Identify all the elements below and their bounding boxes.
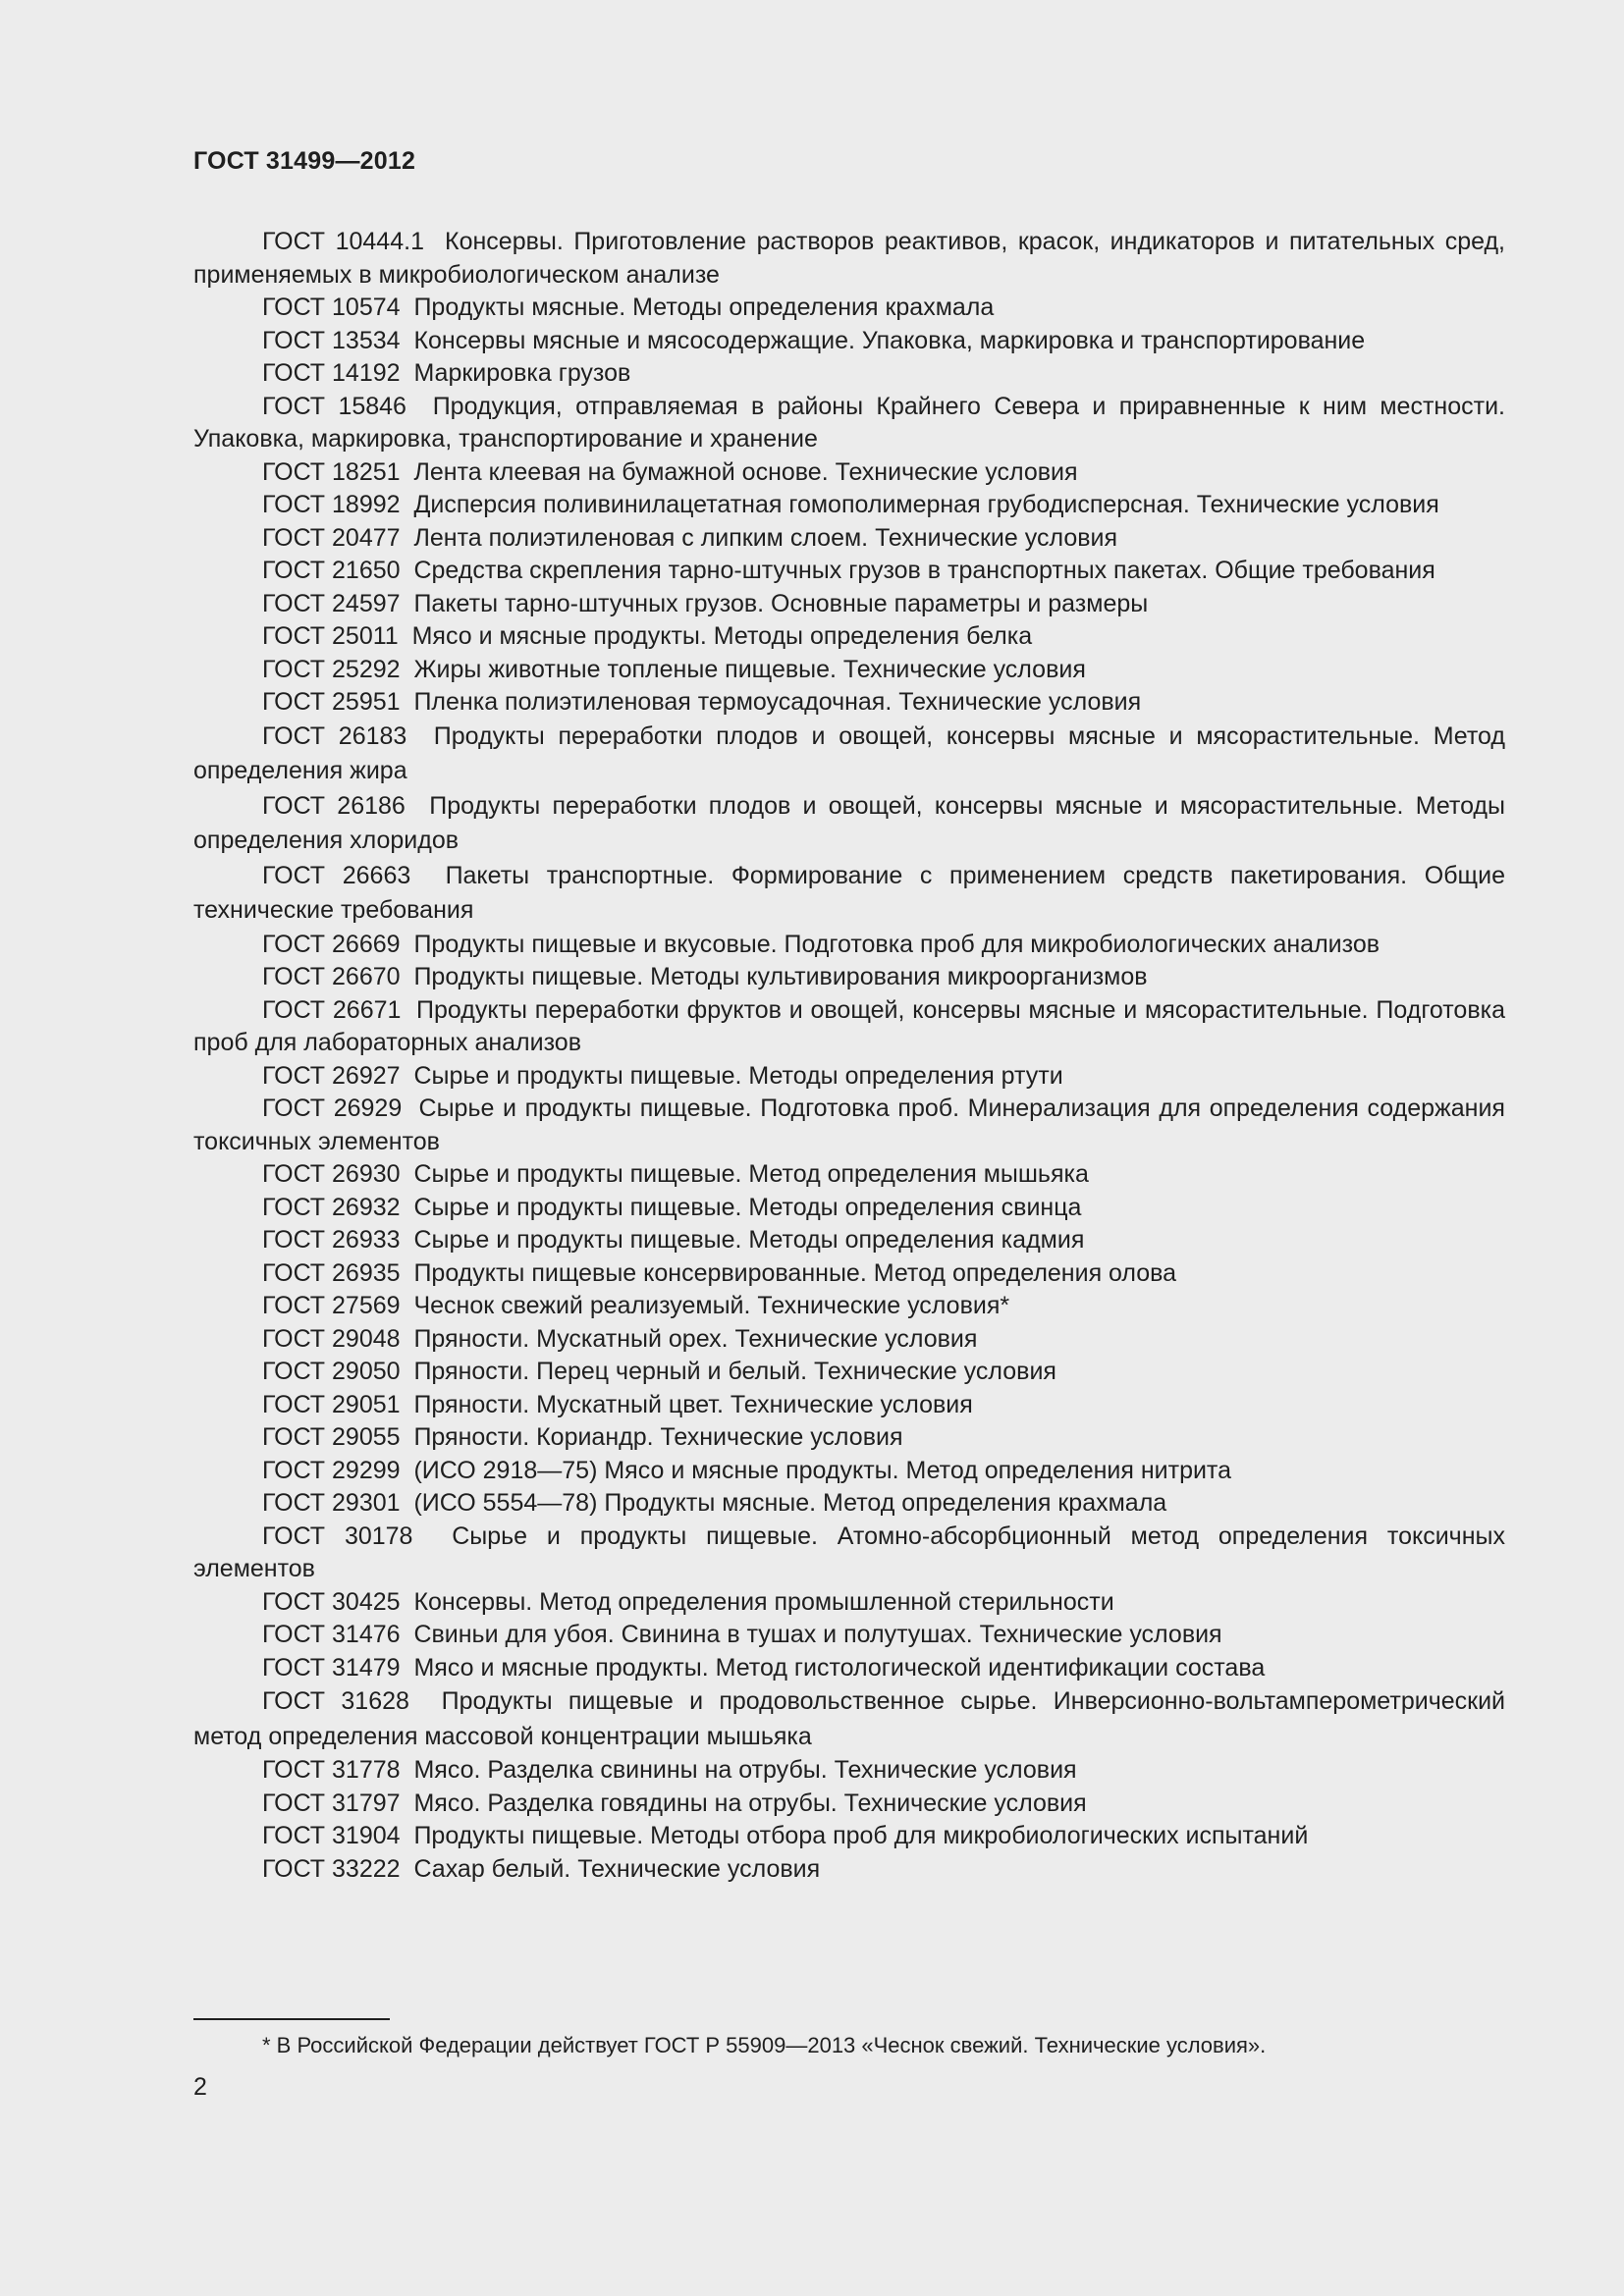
reference-title: Пленка полиэтиленовая термоусадочная. Технические условия [413, 688, 1142, 716]
footnote-divider [193, 2018, 390, 2020]
reference-title: Мясо. Разделка говядины на отрубы. Технические условия [413, 1789, 1087, 1817]
reference-code: ГОСТ 31904 [262, 1822, 401, 1849]
reference-code: ГОСТ 30425 [262, 1587, 401, 1616]
reference-entry [193, 620, 1505, 654]
reference-title: Пакеты тарно-штучных грузов. Основные параметры и размеры [413, 589, 1149, 617]
reference-title: Сырье и продукты пищевые. Методы определения ртути [413, 1061, 1063, 1090]
reference-title: Продукты переработки плодов и овощей, консервы мясные и мясорастительные. Методы определения хлоридов [193, 791, 1505, 854]
reference-code: ГОСТ 25011 [262, 622, 399, 650]
reference-entry [193, 720, 1505, 789]
reference-entry [193, 1487, 1505, 1521]
reference-title: Маркировка грузов [413, 359, 631, 387]
reference-code: ГОСТ 18251 [262, 457, 401, 486]
reference-entry [193, 1684, 1505, 1754]
reference-code: ГОСТ 31778 [262, 1756, 401, 1784]
reference-title: Продукты пищевые. Методы культивирования микроорганизмов [413, 963, 1148, 990]
reference-entry [193, 357, 1505, 391]
reference-entry [193, 994, 1505, 1060]
reference-title: Продукты пищевые консервированные. Метод определения олова [413, 1258, 1177, 1287]
reference-title: Консервы мясные и мясосодержащие. Упаковка, маркировка и транспортирование [413, 326, 1366, 354]
reference-title: Мясо. Разделка свинины на отрубы. Технические условия [413, 1756, 1077, 1784]
reference-entry [193, 686, 1505, 720]
reference-title: Сырье и продукты пищевые. Метод определения мышьяка [413, 1160, 1089, 1188]
reference-code: ГОСТ 26670 [262, 963, 401, 990]
reference-entry [193, 1192, 1505, 1225]
reference-entry [193, 1820, 1505, 1853]
reference-title: Продукты переработки фруктов и овощей, консервы мясные и мясорастительные. Подготовка проб для лабораторных анализов [193, 995, 1505, 1056]
reference-title: Свиньи для убоя. Свинина в тушах и полутушах. Технические условия [413, 1621, 1222, 1648]
reference-title: Пряности. Мускатный цвет. Технические условия [413, 1390, 973, 1418]
reference-title: Лента полиэтиленовая с липким слоем. Технические условия [413, 523, 1118, 552]
reference-code: ГОСТ 26663 [262, 861, 411, 889]
reference-title: Продукты переработки плодов и овощей, консервы мясные и мясорастительные. Метод определения жира [193, 721, 1505, 784]
reference-title: Продукты пищевые и вкусовые. Подготовка проб для микробиологических анализов [413, 930, 1380, 958]
reference-entry [193, 1421, 1505, 1455]
reference-title: Лента клеевая на бумажной основе. Технические условия [413, 457, 1078, 486]
reference-title: Жиры животные топленые пищевые. Технические условия [413, 655, 1086, 683]
reference-code: ГОСТ 29050 [262, 1358, 401, 1385]
footnote: * В Российской Федерации действует ГОСТ Р 55909—2013 «Чеснок свежий. Технические условия». [262, 2033, 1267, 2057]
reference-title: Консервы. Приготовление растворов реактивов, красок, индикаторов и питательных сред, применяемых в микробиологическом анализе [193, 228, 1505, 289]
reference-code: ГОСТ 33222 [262, 1854, 401, 1883]
reference-entry [193, 588, 1505, 621]
reference-code: ГОСТ 26183 [262, 721, 407, 750]
reference-code: ГОСТ 14192 [262, 359, 401, 387]
reference-code: ГОСТ 13534 [262, 326, 401, 354]
reference-title: Дисперсия поливинилацетатная гомополимерная грубодисперсная. Технические условия [413, 491, 1439, 518]
reference-code: ГОСТ 10574 [262, 294, 401, 321]
reference-title: Сырье и продукты пищевые. Подготовка проб. Минерализация для определения содержания токсичных элементов [193, 1095, 1505, 1155]
reference-entry [193, 859, 1505, 929]
reference-code: ГОСТ 21650 [262, 557, 401, 584]
reference-code: ГОСТ 26933 [262, 1226, 401, 1254]
reference-code: ГОСТ 31476 [262, 1621, 401, 1648]
reference-code: ГОСТ 29048 [262, 1324, 401, 1353]
reference-code: ГОСТ 25951 [262, 688, 401, 716]
reference-code: ГОСТ 31479 [262, 1653, 401, 1682]
reference-title: Мясо и мясные продукты. Метод гистологической идентификации состава [413, 1653, 1266, 1682]
reference-entry [193, 1224, 1505, 1257]
reference-title: Продукты пищевые и продовольственное сырье. Инверсионно-вольтамперометрический метод определения массовой концентрации мышьяка [193, 1687, 1505, 1750]
reference-entry [193, 1586, 1505, 1620]
reference-entry [193, 391, 1505, 456]
reference-title: Продукты мясные. Методы определения крахмала [413, 294, 995, 321]
reference-entry [193, 1158, 1505, 1192]
page-number: 2 [193, 2073, 207, 2101]
reference-title: Средства скрепления тарно-штучных грузов в транспортных пакетах. Общие требования [413, 557, 1435, 584]
reference-code: ГОСТ 10444.1 [262, 228, 424, 255]
reference-code: ГОСТ 30178 [262, 1522, 413, 1550]
reference-entry [193, 1093, 1505, 1158]
reference-entry [193, 1521, 1505, 1586]
reference-code: ГОСТ 18992 [262, 491, 401, 518]
reference-entry [193, 522, 1505, 556]
reference-code: ГОСТ 25292 [262, 655, 401, 683]
reference-code: ГОСТ 26929 [262, 1095, 403, 1122]
reference-title: (ИСО 2918—75) Мясо и мясные продукты. Метод определения нитрита [413, 1456, 1232, 1484]
reference-entry [193, 1290, 1505, 1323]
reference-entry [193, 489, 1505, 522]
reference-title: Пакеты транспортные. Формирование с применением средств пакетирования. Общие технические требования [193, 861, 1505, 924]
reference-title: Пряности. Кориандр. Технические условия [413, 1423, 903, 1451]
reference-title: Сырье и продукты пищевые. Атомно-абсорбционный метод определения токсичных элементов [193, 1522, 1505, 1582]
reference-entry [193, 654, 1505, 687]
reference-code: ГОСТ 15846 [262, 392, 406, 420]
reference-entry [193, 1060, 1505, 1094]
reference-entry [193, 1455, 1505, 1488]
reference-code: ГОСТ 29299 [262, 1456, 401, 1484]
reference-code: ГОСТ 26671 [262, 995, 402, 1024]
reference-entry [193, 1356, 1505, 1389]
reference-code: ГОСТ 29051 [262, 1390, 401, 1418]
document-header: ГОСТ 31499—2012 [193, 147, 416, 175]
reference-entry [193, 456, 1505, 490]
reference-title: Продукты пищевые. Методы отбора проб для микробиологических испытаний [413, 1822, 1309, 1849]
reference-entry [193, 292, 1505, 325]
reference-code: ГОСТ 31628 [262, 1687, 409, 1715]
reference-code: ГОСТ 24597 [262, 589, 401, 617]
reference-title: (ИСО 5554—78) Продукты мясные. Метод определения крахмала [413, 1489, 1167, 1517]
reference-title: Пряности. Перец черный и белый. Технические условия [413, 1358, 1056, 1385]
reference-entry [193, 789, 1505, 859]
reference-title: Продукция, отправляемая в районы Крайнего Севера и приравненные к ним местности. Упаковка, маркировка, транспортирование и хранение [193, 392, 1505, 453]
reference-entry [193, 1619, 1505, 1652]
normative-references-list [193, 226, 1505, 1886]
reference-entry [193, 1257, 1505, 1291]
reference-entry [193, 1389, 1505, 1422]
reference-entry [193, 929, 1505, 962]
reference-entry [193, 555, 1505, 588]
reference-title: Сырье и продукты пищевые. Методы определения свинца [413, 1193, 1082, 1221]
reference-title: Консервы. Метод определения промышленной стерильности [413, 1587, 1114, 1616]
reference-entry [193, 1652, 1505, 1685]
reference-entry [193, 1323, 1505, 1357]
reference-entry [193, 1754, 1505, 1788]
reference-code: ГОСТ 31797 [262, 1789, 401, 1817]
reference-title: Пряности. Мускатный орех. Технические условия [413, 1324, 978, 1353]
reference-code: ГОСТ 26927 [262, 1061, 401, 1090]
reference-entry [193, 961, 1505, 994]
reference-code: ГОСТ 26930 [262, 1160, 401, 1188]
reference-entry [193, 226, 1505, 292]
reference-entry [193, 325, 1505, 358]
reference-title: Чеснок свежий реализуемый. Технические условия* [413, 1292, 1010, 1319]
reference-code: ГОСТ 26932 [262, 1193, 401, 1221]
reference-code: ГОСТ 29301 [262, 1489, 401, 1517]
reference-code: ГОСТ 26935 [262, 1258, 401, 1287]
reference-title: Сырье и продукты пищевые. Методы определения кадмия [413, 1226, 1085, 1254]
reference-title: Сахар белый. Технические условия [413, 1854, 821, 1883]
reference-code: ГОСТ 20477 [262, 523, 401, 552]
reference-code: ГОСТ 27569 [262, 1292, 401, 1319]
reference-entry [193, 1788, 1505, 1821]
reference-code: ГОСТ 26669 [262, 930, 401, 958]
reference-entry [193, 1853, 1505, 1887]
reference-code: ГОСТ 29055 [262, 1423, 401, 1451]
reference-title: Мясо и мясные продукты. Методы определения белка [411, 622, 1033, 650]
reference-code: ГОСТ 26186 [262, 791, 406, 820]
